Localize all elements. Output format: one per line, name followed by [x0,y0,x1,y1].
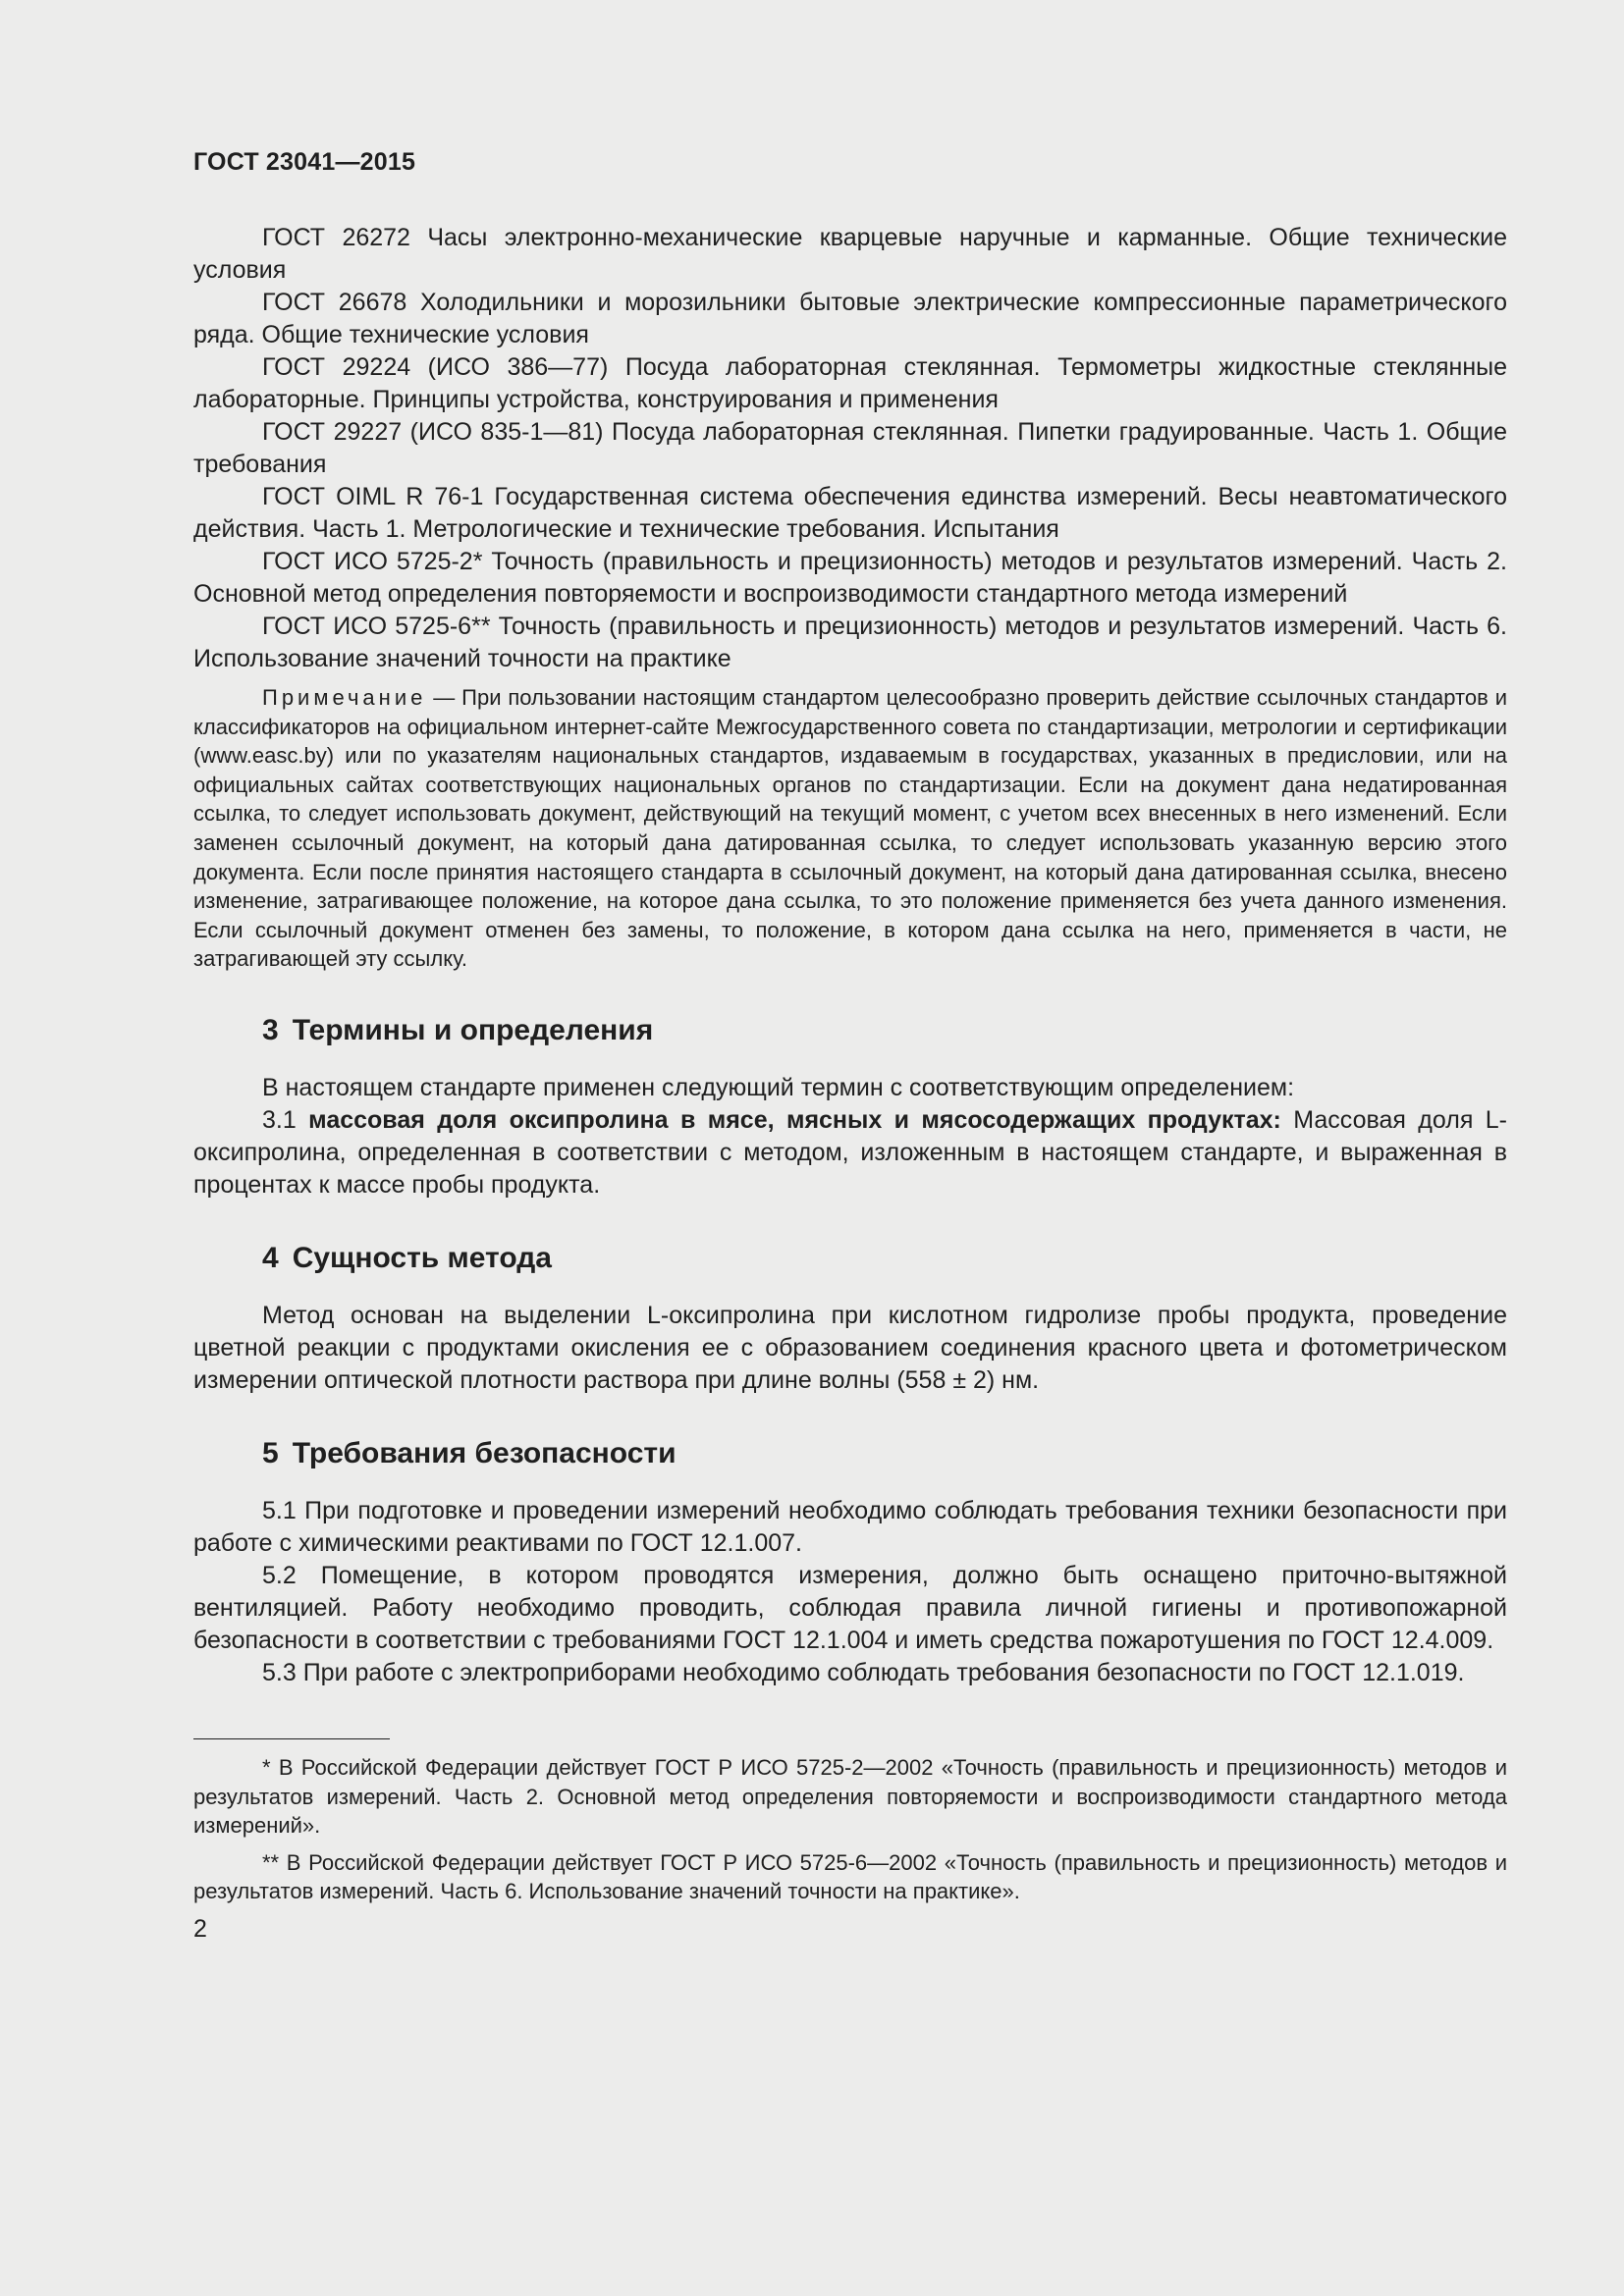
section-5-paragraph: 5.3 При работе с электроприборами необходимо соблюдать требования безопасности по ГОСТ 12.1.019. [262,1658,1465,1686]
section-5-heading [262,1436,1507,1471]
term-definition-text: Массовая доля L-оксипролина, определенная в соответствии с методом, изложенным в настоящем стандарте, и выраженная в процентах к массе пробы продукта. [193,1105,1507,1199]
footnote: * В Российской Федерации действует ГОСТ Р ИСО 5725-2—2002 «Точность (правильность и прецизионность) методов и результатов измерений. Часть 2. Основной метод определения повторяемости и воспроизводимости стандартного метода измерений». [193,1754,1507,1839]
section-title: Термины и определения [292,1013,654,1046]
note-label: Примечание [262,685,427,710]
reference-item: ГОСТ ИСО 5725-2* Точность (правильность и прецизионность) методов и результатов измерений. Часть 2. Основной метод определения повторяемости и воспроизводимости стандартного метода измерений [193,548,1507,608]
document-header: ГОСТ 23041—2015 [193,148,416,176]
term-name: массовая доля оксипролина в мясе, мясных и мясосодержащих продуктах: [308,1105,1281,1134]
note-text: — При пользовании настоящим стандартом целесообразно проверить действие ссылочных стандартов и классификаторов на официальном интернет-сайте Межгосударственного совета по стандартизации, метрологии и сертификации (www.easc.by) или по указателям национальных стандартов, издаваемым в государствах, указанных в предисловии, или на официальных сайтах соответствующих национальных органов по стандартизации. Если на документ дана недатированная ссылка, то следует использовать документ, действующий на текущий момент, с учетом всех внесенных в него изменений. Если заменен ссылочный документ, на который дана датированная ссылка, то следует использовать указанную версию этого документа. Если после принятия настоящего стандарта в ссылочный документ, на который дана датированная ссылка, внесено изменение, затрагивающее положение, на которое дана ссылка, то это положение применяется без учета данного изменения. Если ссылочный документ отменен без замены, то положение, в котором дана ссылка на него, применяется в части, не затрагивающей эту ссылку. [193,685,1507,972]
section-5-paragraph: 5.1 При подготовке и проведении измерений необходимо соблюдать требования техники безопасности при работе с химическими реактивами по ГОСТ 12.1.007. [193,1496,1507,1557]
section-title: Сущность метода [292,1241,552,1274]
section-5-paragraph: 5.2 Помещение, в котором проводятся измерения, должно быть оснащено приточно-вытяжной вентиляцией. Работу необходимо проводить, соблюдая правила личной гигиены и противопожарной безопасности в соответствии с требованиями ГОСТ 12.1.004 и иметь средства пожаротушения по ГОСТ 12.4.009. [193,1561,1507,1654]
reference-item: ГОСТ 29227 (ИСО 835-1—81) Посуда лабораторная стеклянная. Пипетки градуированные. Часть 1. Общие требования [193,418,1507,478]
normative-references-list [193,222,1507,675]
section-3-intro: В настоящем стандарте применен следующий термин с соответствующим определением: [262,1073,1295,1101]
term-number: 3.1 [262,1105,297,1134]
reference-item: ГОСТ ИСО 5725-6** Точность (правильность и прецизионность) методов и результатов измерений. Часть 6. Использование значений точности на практике [193,613,1507,672]
term-definition [193,1104,1507,1201]
section-number: 3 [262,1013,279,1046]
document-page [193,147,1507,1944]
section-number: 4 [262,1241,279,1274]
reference-item: ГОСТ 26272 Часы электронно-механические кварцевые наручные и карманные. Общие технические условия [193,224,1507,284]
footnote: ** В Российской Федерации действует ГОСТ Р ИСО 5725-6—2002 «Точность (правильность и прецизионность) методов и результатов измерений. Часть 6. Использование значений точности на практике». [193,1849,1507,1904]
page-number: 2 [193,1914,207,1943]
reference-item: ГОСТ OIML R 76-1 Государственная система обеспечения единства измерений. Весы неавтоматического действия. Часть 1. Метрологические и технические требования. Испытания [193,483,1507,543]
footnote-divider [193,1738,390,1739]
section-number: 5 [262,1436,279,1469]
section-3-heading [262,1013,1507,1048]
note-paragraph [193,683,1507,974]
reference-item: ГОСТ 29224 (ИСО 386—77) Посуда лабораторная стеклянная. Термометры жидкостные стеклянные лабораторные. Принципы устройства, конструирования и применения [193,353,1507,413]
section-4-heading [262,1241,1507,1276]
section-4-text: Метод основан на выделении L-оксипролина при кислотном гидролизе пробы продукта, проведение цветной реакции с продуктами окисления ее с образованием соединения красного цвета и фотометрическом измерении оптической плотности раствора при длине волны (558 ± 2) нм. [193,1301,1507,1394]
reference-item: ГОСТ 26678 Холодильники и морозильники бытовые электрические компрессионные параметрического ряда. Общие технические условия [193,289,1507,348]
section-title: Требования безопасности [292,1436,677,1469]
